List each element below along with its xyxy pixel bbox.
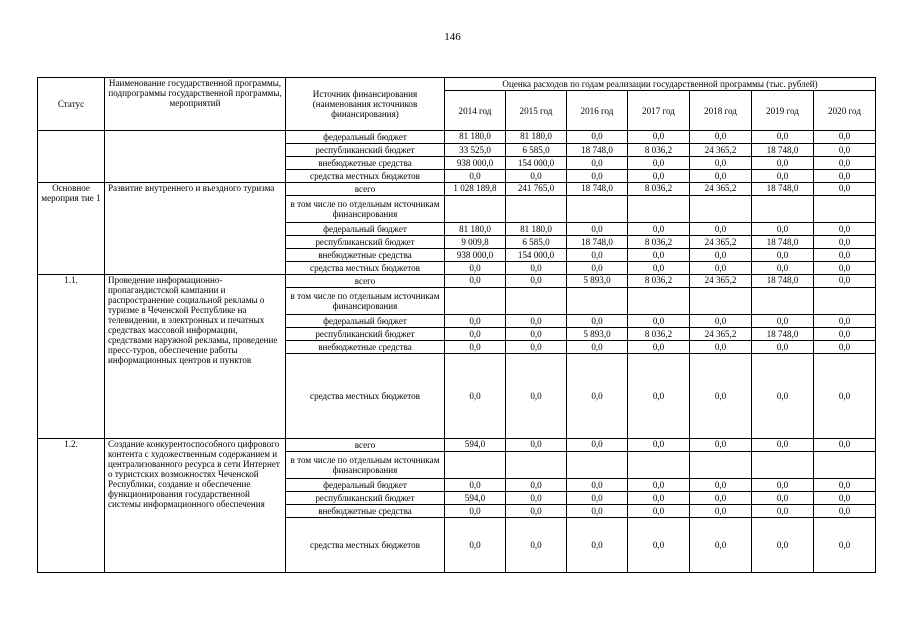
page-number: 146 xyxy=(444,31,461,43)
value-cell xyxy=(567,288,628,315)
value-cell xyxy=(506,452,567,479)
value-cell: 0,0 xyxy=(567,157,628,170)
value-cell: 0,0 xyxy=(752,262,814,275)
value-cell: 0,0 xyxy=(814,131,876,144)
source-cell: всего xyxy=(286,183,445,196)
header-name: Наименование государственной программы, подпрограммы государственной программы, мероприятий xyxy=(105,78,286,131)
value-cell xyxy=(567,452,628,479)
table-row xyxy=(38,439,876,452)
value-cell: 938 000,0 xyxy=(445,157,506,170)
source-cell: в том числе по отдельным источникам финансирования xyxy=(286,196,445,223)
table-body xyxy=(38,78,876,573)
value-cell: 18 748,0 xyxy=(752,275,814,288)
value-cell xyxy=(814,452,876,479)
value-cell: 241 765,0 xyxy=(506,183,567,196)
value-cell: 0,0 xyxy=(752,439,814,452)
source-cell: федеральный бюджет xyxy=(286,315,445,328)
value-cell: 0,0 xyxy=(445,518,506,573)
value-cell: 24 365,2 xyxy=(690,144,752,157)
value-cell: 0,0 xyxy=(814,439,876,452)
value-cell: 0,0 xyxy=(567,131,628,144)
value-cell: 0,0 xyxy=(752,479,814,492)
source-cell: федеральный бюджет xyxy=(286,479,445,492)
value-cell: 0,0 xyxy=(752,157,814,170)
budget-table xyxy=(37,77,876,573)
value-cell xyxy=(506,288,567,315)
value-cell: 0,0 xyxy=(506,505,567,518)
value-cell: 0,0 xyxy=(814,492,876,505)
value-cell: 0,0 xyxy=(752,354,814,439)
value-cell: 8 036,2 xyxy=(628,183,690,196)
value-cell: 0,0 xyxy=(752,249,814,262)
value-cell: 0,0 xyxy=(814,157,876,170)
value-cell: 154 000,0 xyxy=(506,157,567,170)
value-cell: 0,0 xyxy=(690,505,752,518)
value-cell: 0,0 xyxy=(628,315,690,328)
value-cell: 0,0 xyxy=(506,518,567,573)
value-cell: 18 748,0 xyxy=(752,236,814,249)
source-cell: внебюджетные средства xyxy=(286,341,445,354)
value-cell: 1 028 189,8 xyxy=(445,183,506,196)
header-status: Статус xyxy=(38,78,105,131)
value-cell: 0,0 xyxy=(506,262,567,275)
value-cell: 0,0 xyxy=(628,518,690,573)
status-cell: 1.2. xyxy=(38,439,105,573)
source-cell: всего xyxy=(286,275,445,288)
value-cell: 594,0 xyxy=(445,439,506,452)
value-cell: 0,0 xyxy=(506,275,567,288)
header-year: 2020 год xyxy=(814,91,876,131)
value-cell: 0,0 xyxy=(445,505,506,518)
source-cell: республиканский бюджет xyxy=(286,144,445,157)
value-cell: 0,0 xyxy=(506,479,567,492)
source-cell: федеральный бюджет xyxy=(286,223,445,236)
value-cell: 24 365,2 xyxy=(690,328,752,341)
value-cell: 0,0 xyxy=(567,505,628,518)
value-cell: 0,0 xyxy=(690,439,752,452)
value-cell: 0,0 xyxy=(814,249,876,262)
value-cell: 0,0 xyxy=(814,341,876,354)
value-cell: 24 365,2 xyxy=(690,183,752,196)
value-cell xyxy=(752,196,814,223)
value-cell xyxy=(752,452,814,479)
value-cell: 18 748,0 xyxy=(567,183,628,196)
value-cell: 0,0 xyxy=(814,328,876,341)
status-cell: 1.1. xyxy=(38,275,105,439)
header-year: 2018 год xyxy=(690,91,752,131)
value-cell: 0,0 xyxy=(628,249,690,262)
value-cell: 18 748,0 xyxy=(567,236,628,249)
value-cell: 0,0 xyxy=(628,505,690,518)
value-cell: 6 585,0 xyxy=(506,144,567,157)
value-cell: 0,0 xyxy=(690,131,752,144)
value-cell: 0,0 xyxy=(445,479,506,492)
value-cell: 0,0 xyxy=(690,223,752,236)
value-cell: 0,0 xyxy=(690,479,752,492)
value-cell xyxy=(690,288,752,315)
value-cell: 0,0 xyxy=(628,170,690,183)
value-cell: 0,0 xyxy=(814,275,876,288)
value-cell: 0,0 xyxy=(752,518,814,573)
source-cell: федеральный бюджет xyxy=(286,131,445,144)
value-cell: 0,0 xyxy=(814,170,876,183)
value-cell: 0,0 xyxy=(690,170,752,183)
value-cell: 0,0 xyxy=(814,144,876,157)
source-cell: средства местных бюджетов xyxy=(286,518,445,573)
value-cell: 0,0 xyxy=(628,262,690,275)
value-cell xyxy=(445,452,506,479)
status-cell xyxy=(38,131,105,183)
value-cell: 18 748,0 xyxy=(567,144,628,157)
value-cell: 24 365,2 xyxy=(690,275,752,288)
source-cell: республиканский бюджет xyxy=(286,236,445,249)
value-cell: 0,0 xyxy=(628,223,690,236)
source-cell: в том числе по отдельным источникам финансирования xyxy=(286,288,445,315)
value-cell: 0,0 xyxy=(814,315,876,328)
value-cell xyxy=(445,288,506,315)
value-cell xyxy=(752,288,814,315)
value-cell: 0,0 xyxy=(752,131,814,144)
value-cell: 0,0 xyxy=(690,249,752,262)
value-cell: 24 365,2 xyxy=(690,236,752,249)
value-cell: 6 585,0 xyxy=(506,236,567,249)
value-cell: 0,0 xyxy=(814,354,876,439)
value-cell: 0,0 xyxy=(567,262,628,275)
value-cell: 0,0 xyxy=(814,223,876,236)
value-cell: 0,0 xyxy=(814,505,876,518)
value-cell xyxy=(814,288,876,315)
value-cell: 0,0 xyxy=(690,518,752,573)
value-cell: 0,0 xyxy=(506,492,567,505)
value-cell: 8 036,2 xyxy=(628,275,690,288)
value-cell: 81 180,0 xyxy=(445,131,506,144)
value-cell: 0,0 xyxy=(814,262,876,275)
value-cell: 33 525,0 xyxy=(445,144,506,157)
value-cell xyxy=(445,196,506,223)
source-cell: внебюджетные средства xyxy=(286,505,445,518)
table-row xyxy=(38,183,876,196)
source-cell: внебюджетные средства xyxy=(286,157,445,170)
value-cell: 0,0 xyxy=(628,354,690,439)
value-cell: 0,0 xyxy=(567,518,628,573)
value-cell: 0,0 xyxy=(752,341,814,354)
value-cell xyxy=(690,196,752,223)
value-cell: 0,0 xyxy=(752,315,814,328)
value-cell: 18 748,0 xyxy=(752,144,814,157)
value-cell xyxy=(567,196,628,223)
value-cell: 81 180,0 xyxy=(506,223,567,236)
value-cell: 0,0 xyxy=(628,157,690,170)
header-year: 2017 год xyxy=(628,91,690,131)
value-cell: 0,0 xyxy=(567,439,628,452)
value-cell: 5 893,0 xyxy=(567,328,628,341)
header-estimate: Оценка расходов по годам реализации государственной программы (тыс. рублей) xyxy=(445,78,876,91)
source-cell: средства местных бюджетов xyxy=(286,354,445,439)
source-cell: в том числе по отдельным источникам финансирования xyxy=(286,452,445,479)
value-cell: 594,0 xyxy=(445,492,506,505)
value-cell: 18 748,0 xyxy=(752,183,814,196)
value-cell: 0,0 xyxy=(690,492,752,505)
value-cell xyxy=(628,452,690,479)
value-cell: 154 000,0 xyxy=(506,249,567,262)
value-cell: 0,0 xyxy=(690,262,752,275)
value-cell: 0,0 xyxy=(567,354,628,439)
value-cell: 0,0 xyxy=(506,170,567,183)
value-cell xyxy=(690,452,752,479)
value-cell: 0,0 xyxy=(567,492,628,505)
value-cell: 81 180,0 xyxy=(506,131,567,144)
value-cell: 0,0 xyxy=(752,492,814,505)
value-cell: 0,0 xyxy=(752,170,814,183)
value-cell xyxy=(628,196,690,223)
value-cell xyxy=(628,288,690,315)
value-cell: 0,0 xyxy=(814,518,876,573)
value-cell: 0,0 xyxy=(690,354,752,439)
value-cell: 0,0 xyxy=(567,341,628,354)
value-cell: 8 036,2 xyxy=(628,328,690,341)
header-source: Источник финансирования (наименования источников финансирования) xyxy=(286,78,445,131)
value-cell: 0,0 xyxy=(628,131,690,144)
source-cell: средства местных бюджетов xyxy=(286,262,445,275)
value-cell: 0,0 xyxy=(690,341,752,354)
value-cell xyxy=(506,196,567,223)
value-cell: 0,0 xyxy=(506,341,567,354)
value-cell: 8 036,2 xyxy=(628,236,690,249)
value-cell: 0,0 xyxy=(752,223,814,236)
header-year: 2014 год xyxy=(445,91,506,131)
source-cell: республиканский бюджет xyxy=(286,492,445,505)
value-cell: 0,0 xyxy=(628,479,690,492)
value-cell: 0,0 xyxy=(506,354,567,439)
value-cell: 0,0 xyxy=(690,157,752,170)
source-cell: средства местных бюджетов xyxy=(286,170,445,183)
value-cell: 0,0 xyxy=(506,315,567,328)
activity-name-cell: Создание конкурентоспособного цифрового контента с художественным содержанием и централизованного ресурса в сети Интернет о туристских возможностях Чеченской Республики, создание и обеспечение функционирования государственной системы информационного обеспечения xyxy=(105,439,286,573)
value-cell xyxy=(814,196,876,223)
value-cell: 0,0 xyxy=(445,315,506,328)
source-cell: всего xyxy=(286,439,445,452)
value-cell: 5 893,0 xyxy=(567,275,628,288)
value-cell: 0,0 xyxy=(690,315,752,328)
value-cell: 0,0 xyxy=(814,236,876,249)
value-cell: 0,0 xyxy=(506,439,567,452)
value-cell: 81 180,0 xyxy=(445,223,506,236)
value-cell: 0,0 xyxy=(445,275,506,288)
value-cell: 0,0 xyxy=(445,262,506,275)
source-cell: республиканский бюджет xyxy=(286,328,445,341)
activity-name-cell: Проведение информационно-пропагандистской кампании и распространение социальной рекламы о туризме в Чеченской Республике на телевидении, в электронных и печатных средствах массовой информации, средствами наружной рекламы, проведение пресс-туров, обеспечение работы информационных центров и пунктов xyxy=(105,275,286,439)
value-cell: 0,0 xyxy=(814,479,876,492)
activity-name-cell: Развитие внутреннего и въездного туризма xyxy=(105,183,286,275)
value-cell: 0,0 xyxy=(567,315,628,328)
value-cell: 0,0 xyxy=(445,170,506,183)
value-cell: 0,0 xyxy=(567,170,628,183)
status-cell: Основное мероприя тие 1 xyxy=(38,183,105,275)
activity-name-cell xyxy=(105,131,286,183)
value-cell: 0,0 xyxy=(506,328,567,341)
source-cell: внебюджетные средства xyxy=(286,249,445,262)
header-year: 2015 год xyxy=(506,91,567,131)
value-cell: 0,0 xyxy=(567,249,628,262)
value-cell: 0,0 xyxy=(814,183,876,196)
header-year: 2019 год xyxy=(752,91,814,131)
value-cell: 938 000,0 xyxy=(445,249,506,262)
value-cell: 0,0 xyxy=(445,354,506,439)
value-cell: 0,0 xyxy=(445,341,506,354)
value-cell: 0,0 xyxy=(628,492,690,505)
value-cell: 0,0 xyxy=(628,439,690,452)
table-row xyxy=(38,131,876,144)
value-cell: 0,0 xyxy=(752,505,814,518)
value-cell: 8 036,2 xyxy=(628,144,690,157)
value-cell: 18 748,0 xyxy=(752,328,814,341)
value-cell: 0,0 xyxy=(567,223,628,236)
value-cell: 0,0 xyxy=(628,341,690,354)
value-cell: 0,0 xyxy=(445,328,506,341)
value-cell: 9 009,8 xyxy=(445,236,506,249)
value-cell: 0,0 xyxy=(567,479,628,492)
header-year: 2016 год xyxy=(567,91,628,131)
table-row xyxy=(38,275,876,288)
